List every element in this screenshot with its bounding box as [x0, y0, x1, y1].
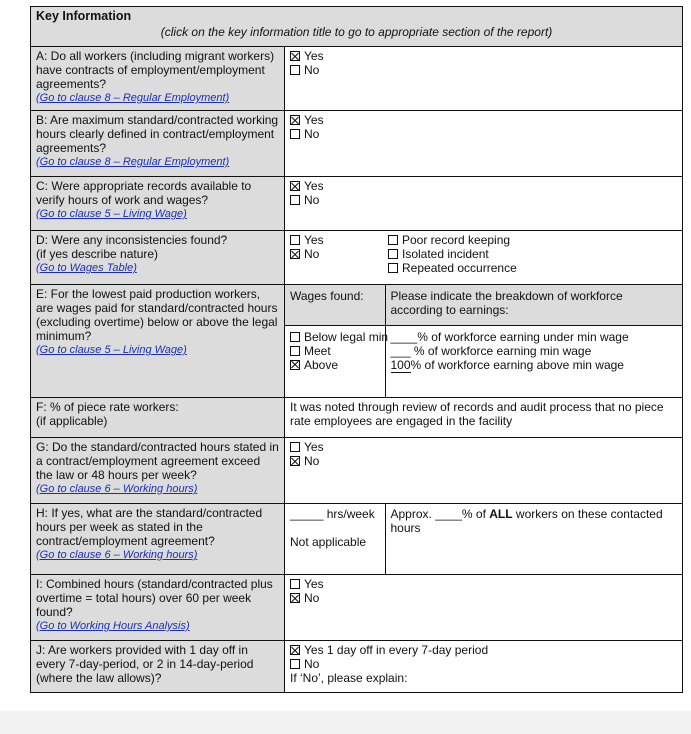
row-a-link[interactable]: (Go to clause 8 – Regular Employment): [36, 92, 230, 104]
row-c-question-cell: [31, 177, 285, 231]
row-a-question-cell: [31, 47, 285, 111]
row-i-question-cell: [31, 575, 285, 641]
all-text: ALL: [489, 507, 513, 521]
key-information-title: Key Information: [36, 9, 132, 23]
approx-text: Approx. ____% of: [390, 507, 490, 521]
under-min-text: % of workforce earning under min wage: [417, 329, 629, 344]
row-i-yes-checkbox[interactable]: [290, 579, 300, 589]
row-b-question-cell: [31, 111, 285, 177]
isolated-incident-label: Isolated incident: [402, 247, 489, 261]
repeated-occurrence-checkbox[interactable]: [388, 263, 398, 273]
key-information-header: [31, 7, 683, 47]
row-j-no-checkbox[interactable]: [290, 659, 300, 669]
row-i-yes-label: Yes: [304, 577, 324, 591]
row-f-question-cell: [31, 398, 285, 438]
row-b-link[interactable]: (Go to clause 8 – Regular Employment): [36, 156, 230, 168]
row-d-no-label: No: [304, 247, 320, 261]
above-min-value[interactable]: 100: [390, 357, 411, 372]
row-g-link[interactable]: (Go to clause 6 – Working hours): [36, 483, 198, 495]
row-j-yes-checkbox[interactable]: [290, 645, 300, 655]
row-i-link[interactable]: (Go to Working Hours Analysis): [36, 620, 190, 632]
row-c-link[interactable]: (Go to clause 5 – Living Wage): [36, 208, 187, 220]
row-d-yes-label: Yes: [304, 233, 324, 247]
row-d-link[interactable]: (Go to Wages Table): [36, 262, 137, 274]
row-d-yes-checkbox[interactable]: [290, 235, 300, 245]
row-g-no-label: No: [304, 454, 320, 468]
row-i-no-label: No: [304, 591, 320, 605]
breakdown-label: Please indicate the breakdown of workforce according to earnings:: [385, 285, 682, 325]
hrs-week-value[interactable]: _____: [290, 507, 324, 521]
row-a-answer-cell: [285, 47, 683, 111]
row-c-no-checkbox[interactable]: [290, 195, 300, 205]
row-g-question: G: Do the standard/contracted hours stated in a contract/employment agreement exceed the law or 48 hours per week?: [36, 440, 279, 482]
repeated-occurrence-label: Repeated occurrence: [402, 261, 517, 275]
under-min-value[interactable]: ____: [390, 329, 418, 344]
row-a-yes-label: Yes: [304, 49, 324, 63]
page-bottom-margin: [0, 711, 691, 734]
row-f-question: F: % of piece rate workers:: [36, 400, 179, 414]
row-g-yes-checkbox[interactable]: [290, 442, 300, 452]
row-e-answer-cell: [285, 285, 683, 398]
key-information-subtitle: (click on the key information title to go to appropriate section of the report): [160, 25, 553, 39]
row-j-no-label: No: [304, 657, 320, 671]
row-i-no-checkbox[interactable]: [290, 593, 300, 603]
poor-record-checkbox[interactable]: [388, 235, 398, 245]
above-min-text: % of workforce earning above min wage: [410, 357, 624, 372]
row-h-question-cell: [31, 504, 285, 575]
row-c-yes-label: Yes: [304, 179, 324, 193]
row-d-question-cell: [31, 231, 285, 285]
hrs-week-text: hrs/week: [323, 507, 375, 521]
above-label: Above: [304, 357, 339, 372]
meet-checkbox[interactable]: [290, 346, 300, 356]
min-wage-text: % of workforce earning min wage: [410, 343, 592, 358]
row-j-explain-label: If ‘No’, please explain:: [290, 671, 408, 685]
wages-found-label: Wages found:: [285, 285, 385, 325]
row-c-question: C: Were appropriate records available to verify hours of work and wages?: [36, 179, 252, 207]
row-g-answer-cell: [285, 438, 683, 504]
row-j-answer-cell: [285, 641, 683, 693]
row-c-no-label: No: [304, 193, 320, 207]
min-wage-value[interactable]: ___: [390, 343, 411, 358]
row-d-no-checkbox[interactable]: [290, 249, 300, 259]
row-h-question: H: If yes, what are the standard/contracted hours per week as stated in the contract/employment agreement?: [36, 506, 263, 548]
key-information-table: [30, 6, 683, 693]
poor-record-label: Poor record keeping: [402, 233, 511, 247]
row-b-question: B: Are maximum standard/contracted working hours clearly defined in contract/employment agreements?: [36, 113, 279, 155]
row-j-question: J: Are workers provided with 1 day off in every 7-day-period, or 2 in 14-day-period (where the law allows)?: [36, 643, 254, 685]
row-b-answer-cell: [285, 111, 683, 177]
row-a-yes-checkbox[interactable]: [290, 51, 300, 61]
row-h-link[interactable]: (Go to clause 6 – Working hours): [36, 549, 198, 561]
below-legal-min-checkbox[interactable]: [290, 332, 300, 342]
row-g-no-checkbox[interactable]: [290, 456, 300, 466]
row-j-question-cell: [31, 641, 285, 693]
row-b-yes-checkbox[interactable]: [290, 115, 300, 125]
above-checkbox[interactable]: [290, 360, 300, 370]
row-i-answer-cell: [285, 575, 683, 641]
row-e-question: E: For the lowest paid production workers, are wages paid for standard/contracted hours (excluding overtime) below or above the legal minimum?: [36, 287, 278, 343]
below-legal-min-label: Below legal min: [304, 329, 389, 344]
row-f-question-note: (if applicable): [36, 414, 108, 428]
row-j-yes-label: Yes 1 day off in every 7-day period: [304, 643, 489, 657]
row-a-no-checkbox[interactable]: [290, 65, 300, 75]
row-d-question-note: (if yes describe nature): [36, 247, 159, 261]
row-f-answer: It was noted through review of records and audit process that no piece rate employees are engaged in the facility: [285, 398, 683, 438]
row-e-question-cell: [31, 285, 285, 398]
row-c-answer-cell: [285, 177, 683, 231]
row-h-answer-cell: [285, 504, 683, 575]
not-applicable-text: Not applicable: [290, 535, 367, 549]
row-d-answer-cell: [285, 231, 683, 285]
row-b-no-label: No: [304, 127, 320, 141]
row-a-question: A: Do all workers (including migrant workers) have contracts of employment/employment agreements?: [36, 49, 275, 91]
row-b-no-checkbox[interactable]: [290, 129, 300, 139]
meet-label: Meet: [304, 343, 331, 358]
isolated-incident-checkbox[interactable]: [388, 249, 398, 259]
row-c-yes-checkbox[interactable]: [290, 181, 300, 191]
row-a-no-label: No: [304, 63, 320, 77]
row-d-question: D: Were any inconsistencies found?: [36, 233, 228, 247]
row-i-question: I: Combined hours (standard/contracted plus overtime = total hours) over 60 per week found?: [36, 577, 273, 619]
approx-rest-text: workers on these contacted hours: [390, 507, 663, 535]
row-b-yes-label: Yes: [304, 113, 324, 127]
row-g-yes-label: Yes: [304, 440, 324, 454]
row-e-link[interactable]: (Go to clause 5 – Living Wage): [36, 344, 187, 356]
row-g-question-cell: [31, 438, 285, 504]
